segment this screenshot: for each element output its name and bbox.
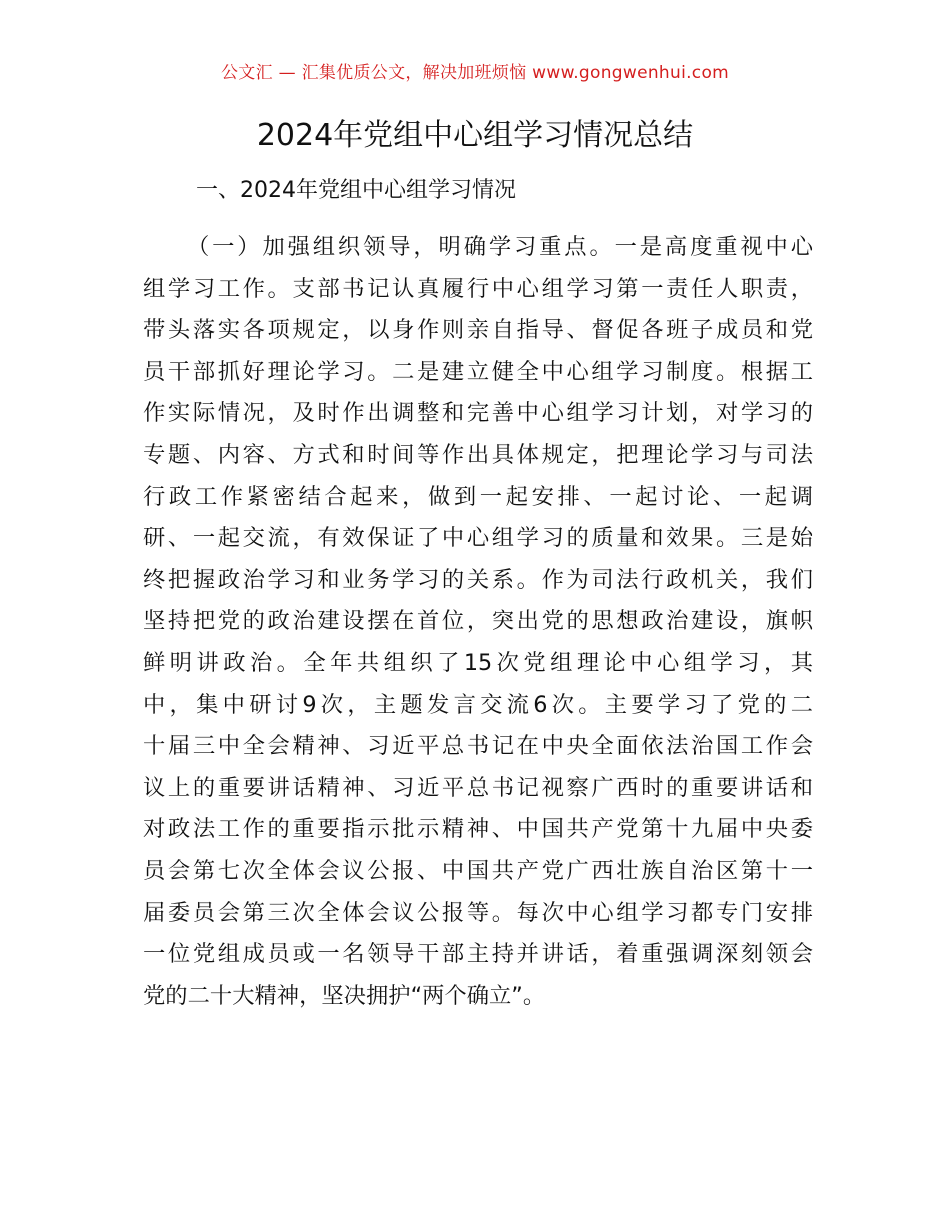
paragraph-line: 带头落实各项规定，以身作则亲自指导、督促各班子成员和党 xyxy=(143,317,813,344)
paragraph-line: 中，集中研讨9次，主题发言交流6次。主要学习了党的二 xyxy=(143,691,813,718)
paragraph-line: 终把握政治学习和业务学习的关系。作为司法行政机关，我们 xyxy=(143,566,813,593)
paragraph-line: （一）加强组织领导，明确学习重点。一是高度重视中心 xyxy=(187,234,813,260)
document-title: 2024年党组中心组学习情况总结 xyxy=(256,118,694,153)
paragraph-line: 研、一起交流，有效保证了中心组学习的质量和效果。三是始 xyxy=(143,525,813,552)
site-banner: 公文汇 — 汇集优质公文，解决加班烦恼 www.gongwenhui.com xyxy=(220,63,730,83)
paragraph-line: 对政法工作的重要指示批示精神、中国共产党第十九届中央委 xyxy=(143,816,813,843)
paragraph-line: 行政工作紧密结合起来，做到一起安排、一起讨论、一起调 xyxy=(143,483,813,510)
paragraph-line: 鲜明讲政治。全年共组织了15次党组理论中心组学习，其 xyxy=(143,649,813,676)
paragraph-line: 议上的重要讲话精神、习近平总书记视察广西时的重要讲话和 xyxy=(143,774,813,801)
paragraph-line: 坚持把党的政治建设摆在首位，突出党的思想政治建设，旗帜 xyxy=(143,608,813,635)
paragraph-line: 员干部抓好理论学习。二是建立健全中心组学习制度。根据工 xyxy=(143,358,813,385)
section-heading: 一、2024年党组中心组学习情况 xyxy=(196,178,516,203)
paragraph-line: 党的二十大精神，坚决拥护“两个确立”。 xyxy=(143,982,546,1009)
paragraph-line: 十届三中全会精神、习近平总书记在中央全面依法治国工作会 xyxy=(143,733,813,760)
paragraph-line: 专题、内容、方式和时间等作出具体规定，把理论学习与司法 xyxy=(143,441,813,468)
paragraph-line: 组学习工作。支部书记认真履行中心组学习第一责任人职责， xyxy=(143,275,813,302)
paragraph-line: 员会第七次全体会议公报、中国共产党广西壮族自治区第十一 xyxy=(143,857,813,884)
paragraph-line: 作实际情况，及时作出调整和完善中心组学习计划，对学习的 xyxy=(143,400,813,427)
paragraph-line: 届委员会第三次全体会议公报等。每次中心组学习都专门安排 xyxy=(143,899,813,926)
body-paragraph xyxy=(143,227,813,1017)
paragraph-line: 一位党组成员或一名领导干部主持并讲话，着重强调深刻领会 xyxy=(143,941,813,968)
